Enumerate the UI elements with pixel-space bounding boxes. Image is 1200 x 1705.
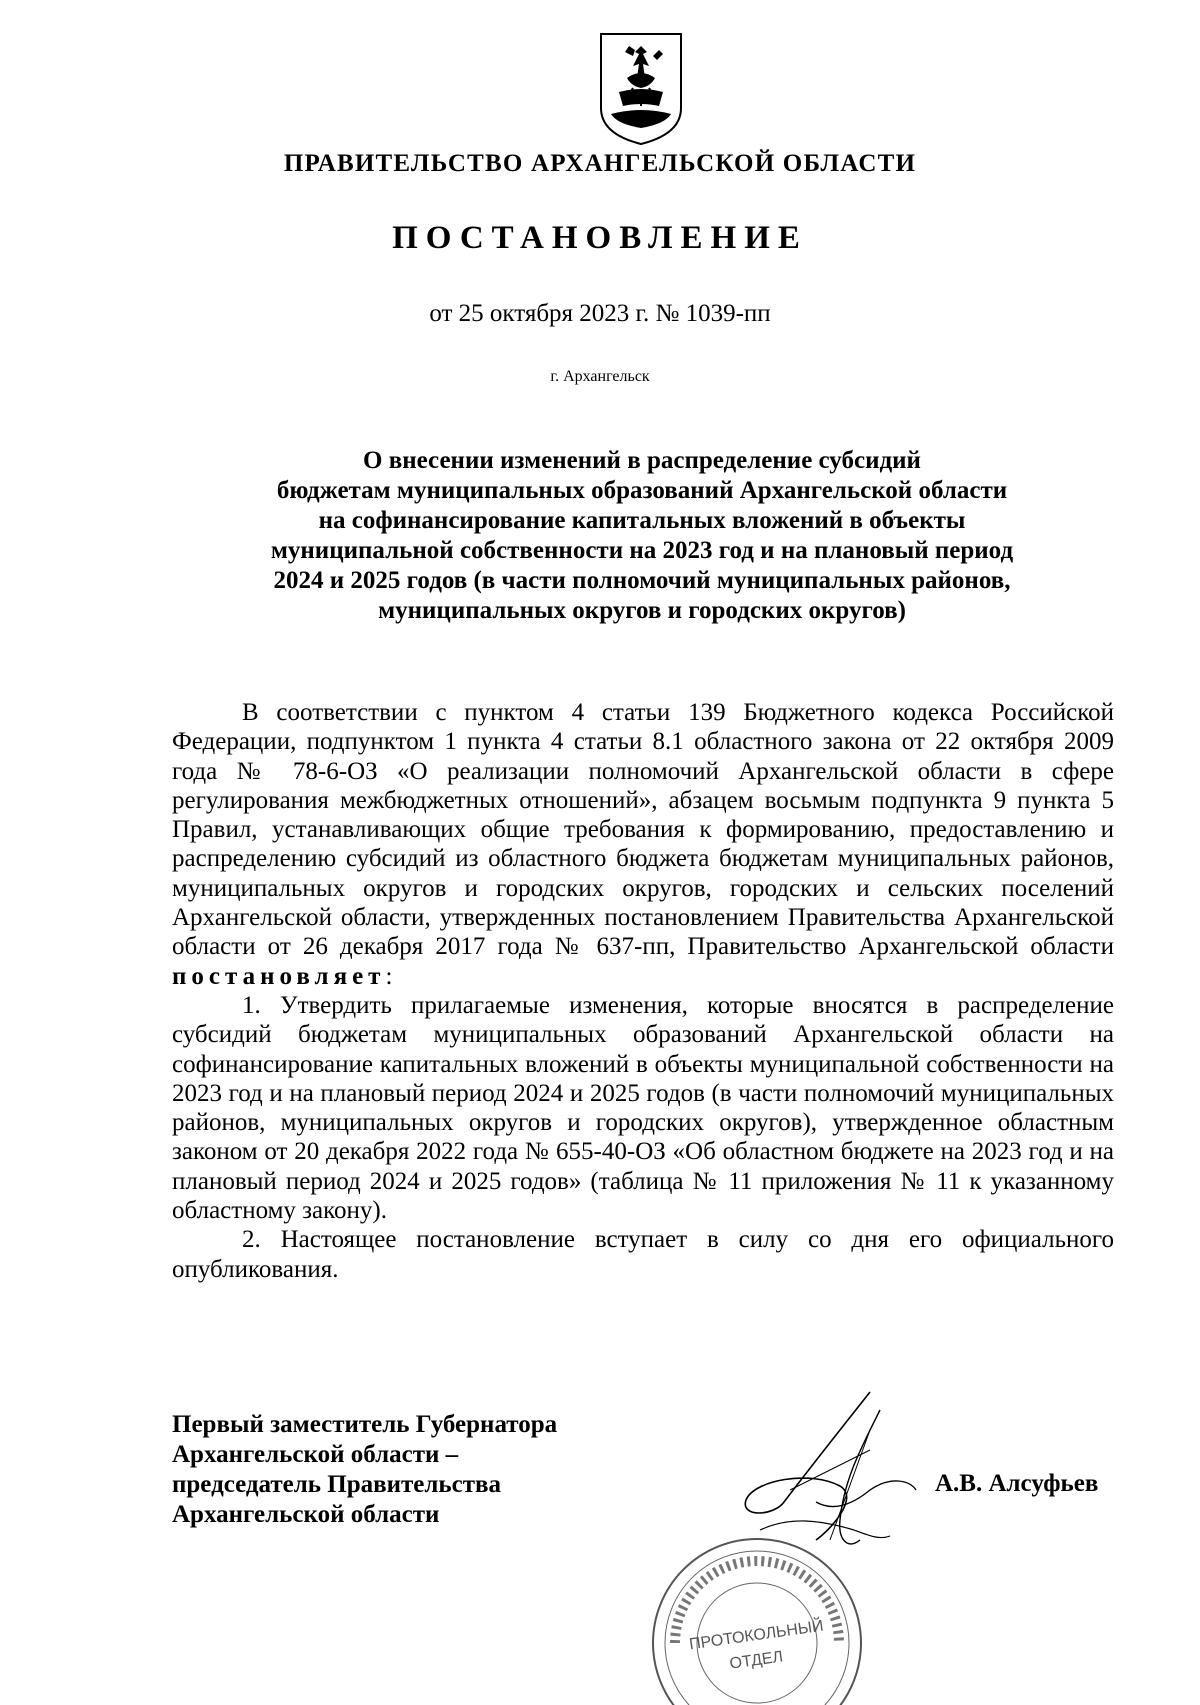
stamp-center-text-2: ОТДЕЛ	[728, 1648, 785, 1673]
subject-line: бюджетам муниципальных образований Архангельской области	[276, 477, 1008, 504]
document-body	[172, 698, 1114, 1284]
stamp-center-text-1: ПРОТОКОЛЬНЫЙ	[688, 1617, 825, 1654]
subject-line: 2024 и 2025 годов (в части полномочий муниципальных районов,	[273, 567, 1011, 594]
signatory-name: А.В. Алсуфьев	[935, 1470, 1099, 1497]
decree-word: постановляет	[172, 962, 386, 990]
document-subject	[170, 446, 1114, 626]
position-line: Архангельской области	[172, 1501, 440, 1528]
document-type: ПОСТАНОВЛЕНИЕ	[392, 220, 808, 256]
preamble-paragraph	[172, 698, 1114, 991]
round-stamp	[645, 1525, 870, 1705]
point-2-paragraph: 2. Настоящее постановление вступает в силу со дня его официального опубликования.	[172, 1226, 1114, 1283]
position-line: Первый заместитель Губернатора	[172, 1411, 558, 1438]
subject-line: на софинансирование капитальных вложений в объекты	[318, 507, 966, 534]
government-title: ПРАВИТЕЛЬСТВО АРХАНГЕЛЬСКОЙ ОБЛАСТИ	[283, 150, 917, 177]
subject-line: муниципальных округов и городских округов)	[378, 597, 906, 624]
position-line: Архангельской области –	[172, 1441, 459, 1468]
subject-line: муниципальной собственности на 2023 год и на плановый период	[270, 537, 1014, 564]
document-date-number: от 25 октября 2023 г. № 1039-пп	[429, 300, 771, 327]
coat-of-arms-emblem	[597, 30, 685, 148]
position-line: председатель Правительства	[172, 1471, 502, 1498]
preamble-text: В соответствии с пунктом 4 статьи 139 Бюджетного кодекса Российской Федерации, подпунктом 1 пункта 4 статьи 8.1 областного закона от 22 октября 2009 года № 78-6-ОЗ «О реализации полномочий Архангельской области в сфере регулирования межбюджетных отношений», абзацем восьмым подпункта 9 пункта 5 Правил, устанавливающих общие требования к формированию, предоставлению и распределению субсидий из областного бюджета бюджетам муниципальных районов, муниципальных округов и городских округов, городских и сельских поселений Архангельской области, утвержденных постановлением Правительства Архангельской области от 26 декабря 2017 года № 637-пп, Правительство Архангельской области	[172, 699, 1114, 961]
document-city: г. Архангельск	[550, 368, 650, 385]
point-1-paragraph: 1. Утвердить прилагаемые изменения, которые вносятся в распределение субсидий бюджетам муниципальных образований Архангельской области на софинансирование капитальных вложений в объекты муниципальной собственности на 2023 год и на плановый период 2024 и 2025 годов (в части полномочий муниципальных районов, муниципальных округов и городских округов), утвержденное областным законом от 20 декабря 2022 года № 655-40-ОЗ «Об областном бюджете на 2023 год и на плановый период 2024 и 2025 годов» (таблица № 11 приложения № 11 к указанному областному закону).	[172, 991, 1114, 1225]
signatory-position	[172, 1410, 557, 1530]
subject-line: О внесении изменений в распределение субсидий	[363, 447, 921, 474]
decree-colon: :	[385, 962, 393, 990]
